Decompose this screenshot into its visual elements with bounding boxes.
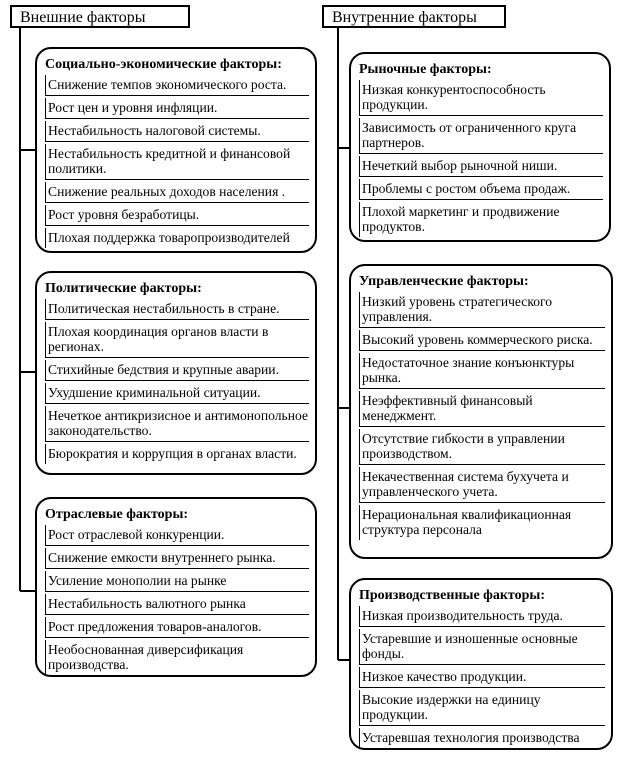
management-factors-title: Управленческие факторы: [359,274,529,289]
list-item: Рост предложения товаров-аналогов. [45,617,309,638]
list-item: Ухудшение криминальной ситуации. [45,383,309,404]
industry-factors-title: Отраслевые факторы: [45,507,189,522]
socio-economic-factors-title: Социально-экономические факторы: [45,57,282,72]
list-item: Устаревшие и изношенные основные фонды. [359,629,605,665]
list-item: Плохой маркетинг и продвижение продуктов. [359,202,603,237]
list-item: Рост цен и уровня инфляции. [45,98,309,119]
list-item: Усиление монополии на рынке [45,571,309,592]
list-item: Снижение темпов экономического роста. [45,75,309,96]
external-factors-header-label: Внешние факторы [20,9,146,26]
list-item: Рост отраслевой конкуренции. [45,525,309,546]
political-factors-box [35,271,317,475]
list-item: Высокий уровень коммерческого риска. [359,330,605,351]
list-item: Низкая конкурентоспособность продукции. [359,80,603,116]
list-item: Проблемы с ростом объема продаж. [359,179,603,200]
management-factors-box [349,264,613,559]
industry-factors-box [35,497,317,677]
list-item: Устаревшая технология производства [359,728,605,748]
list-item: Плохая координация органов власти в регионах. [45,322,309,358]
market-factors-title: Рыночные факторы: [359,62,492,77]
list-item: Неэффективный финансовый менеджмент. [359,391,605,427]
production-factors-title: Производственные факторы: [359,588,545,603]
political-factors-list [45,299,309,464]
management-factors-list [359,292,605,540]
list-item: Нерациональная квалификационная структура персонала [359,505,605,540]
list-item: Нечеткий выбор рыночной ниши. [359,156,603,177]
list-item: Снижение реальных доходов населения . [45,182,309,203]
list-item: Низкий уровень стратегического управления. [359,292,605,328]
list-item: Низкая производительность труда. [359,606,605,627]
list-item: Нестабильность кредитной и финансовой политики. [45,144,309,180]
list-item: Стихийные бедствия и крупные аварии. [45,360,309,381]
list-item: Недостаточное знание конъюнктуры рынка. [359,353,605,389]
internal-factors-header [322,5,506,28]
list-item: Зависимость от ограниченного круга партнеров. [359,118,603,154]
market-factors-box [349,52,611,242]
list-item: Нечеткое антикризисное и антимонопольное законодательство. [45,406,309,442]
list-item: Снижение емкости внутреннего рынка. [45,548,309,569]
list-item: Отсутствие гибкости в управлении производством. [359,429,605,465]
list-item: Нестабильность налоговой системы. [45,121,309,142]
list-item: Некачественная система бухучета и управленческого учета. [359,467,605,503]
socio-economic-factors-box [35,47,317,253]
industry-factors-list [45,525,309,675]
production-factors-box [349,578,613,750]
socio-economic-factors-list [45,75,309,248]
list-item: Высокие издержки на единицу продукции. [359,690,605,726]
list-item: Нестабильность валютного рынка [45,594,309,615]
list-item: Бюрократия и коррупция в органах власти. [45,444,309,464]
internal-factors-header-label: Внутренние факторы [332,9,477,26]
list-item: Плохая поддержка товаропроизводителей [45,228,309,248]
list-item: Необоснованная диверсификация производства. [45,640,309,675]
political-factors-title: Политические факторы: [45,281,202,296]
list-item: Низкое качество продукции. [359,667,605,688]
external-factors-header [10,5,190,28]
market-factors-list [359,80,603,237]
list-item: Политическая нестабильность в стране. [45,299,309,320]
production-factors-list [359,606,605,748]
list-item: Рост уровня безработицы. [45,205,309,226]
